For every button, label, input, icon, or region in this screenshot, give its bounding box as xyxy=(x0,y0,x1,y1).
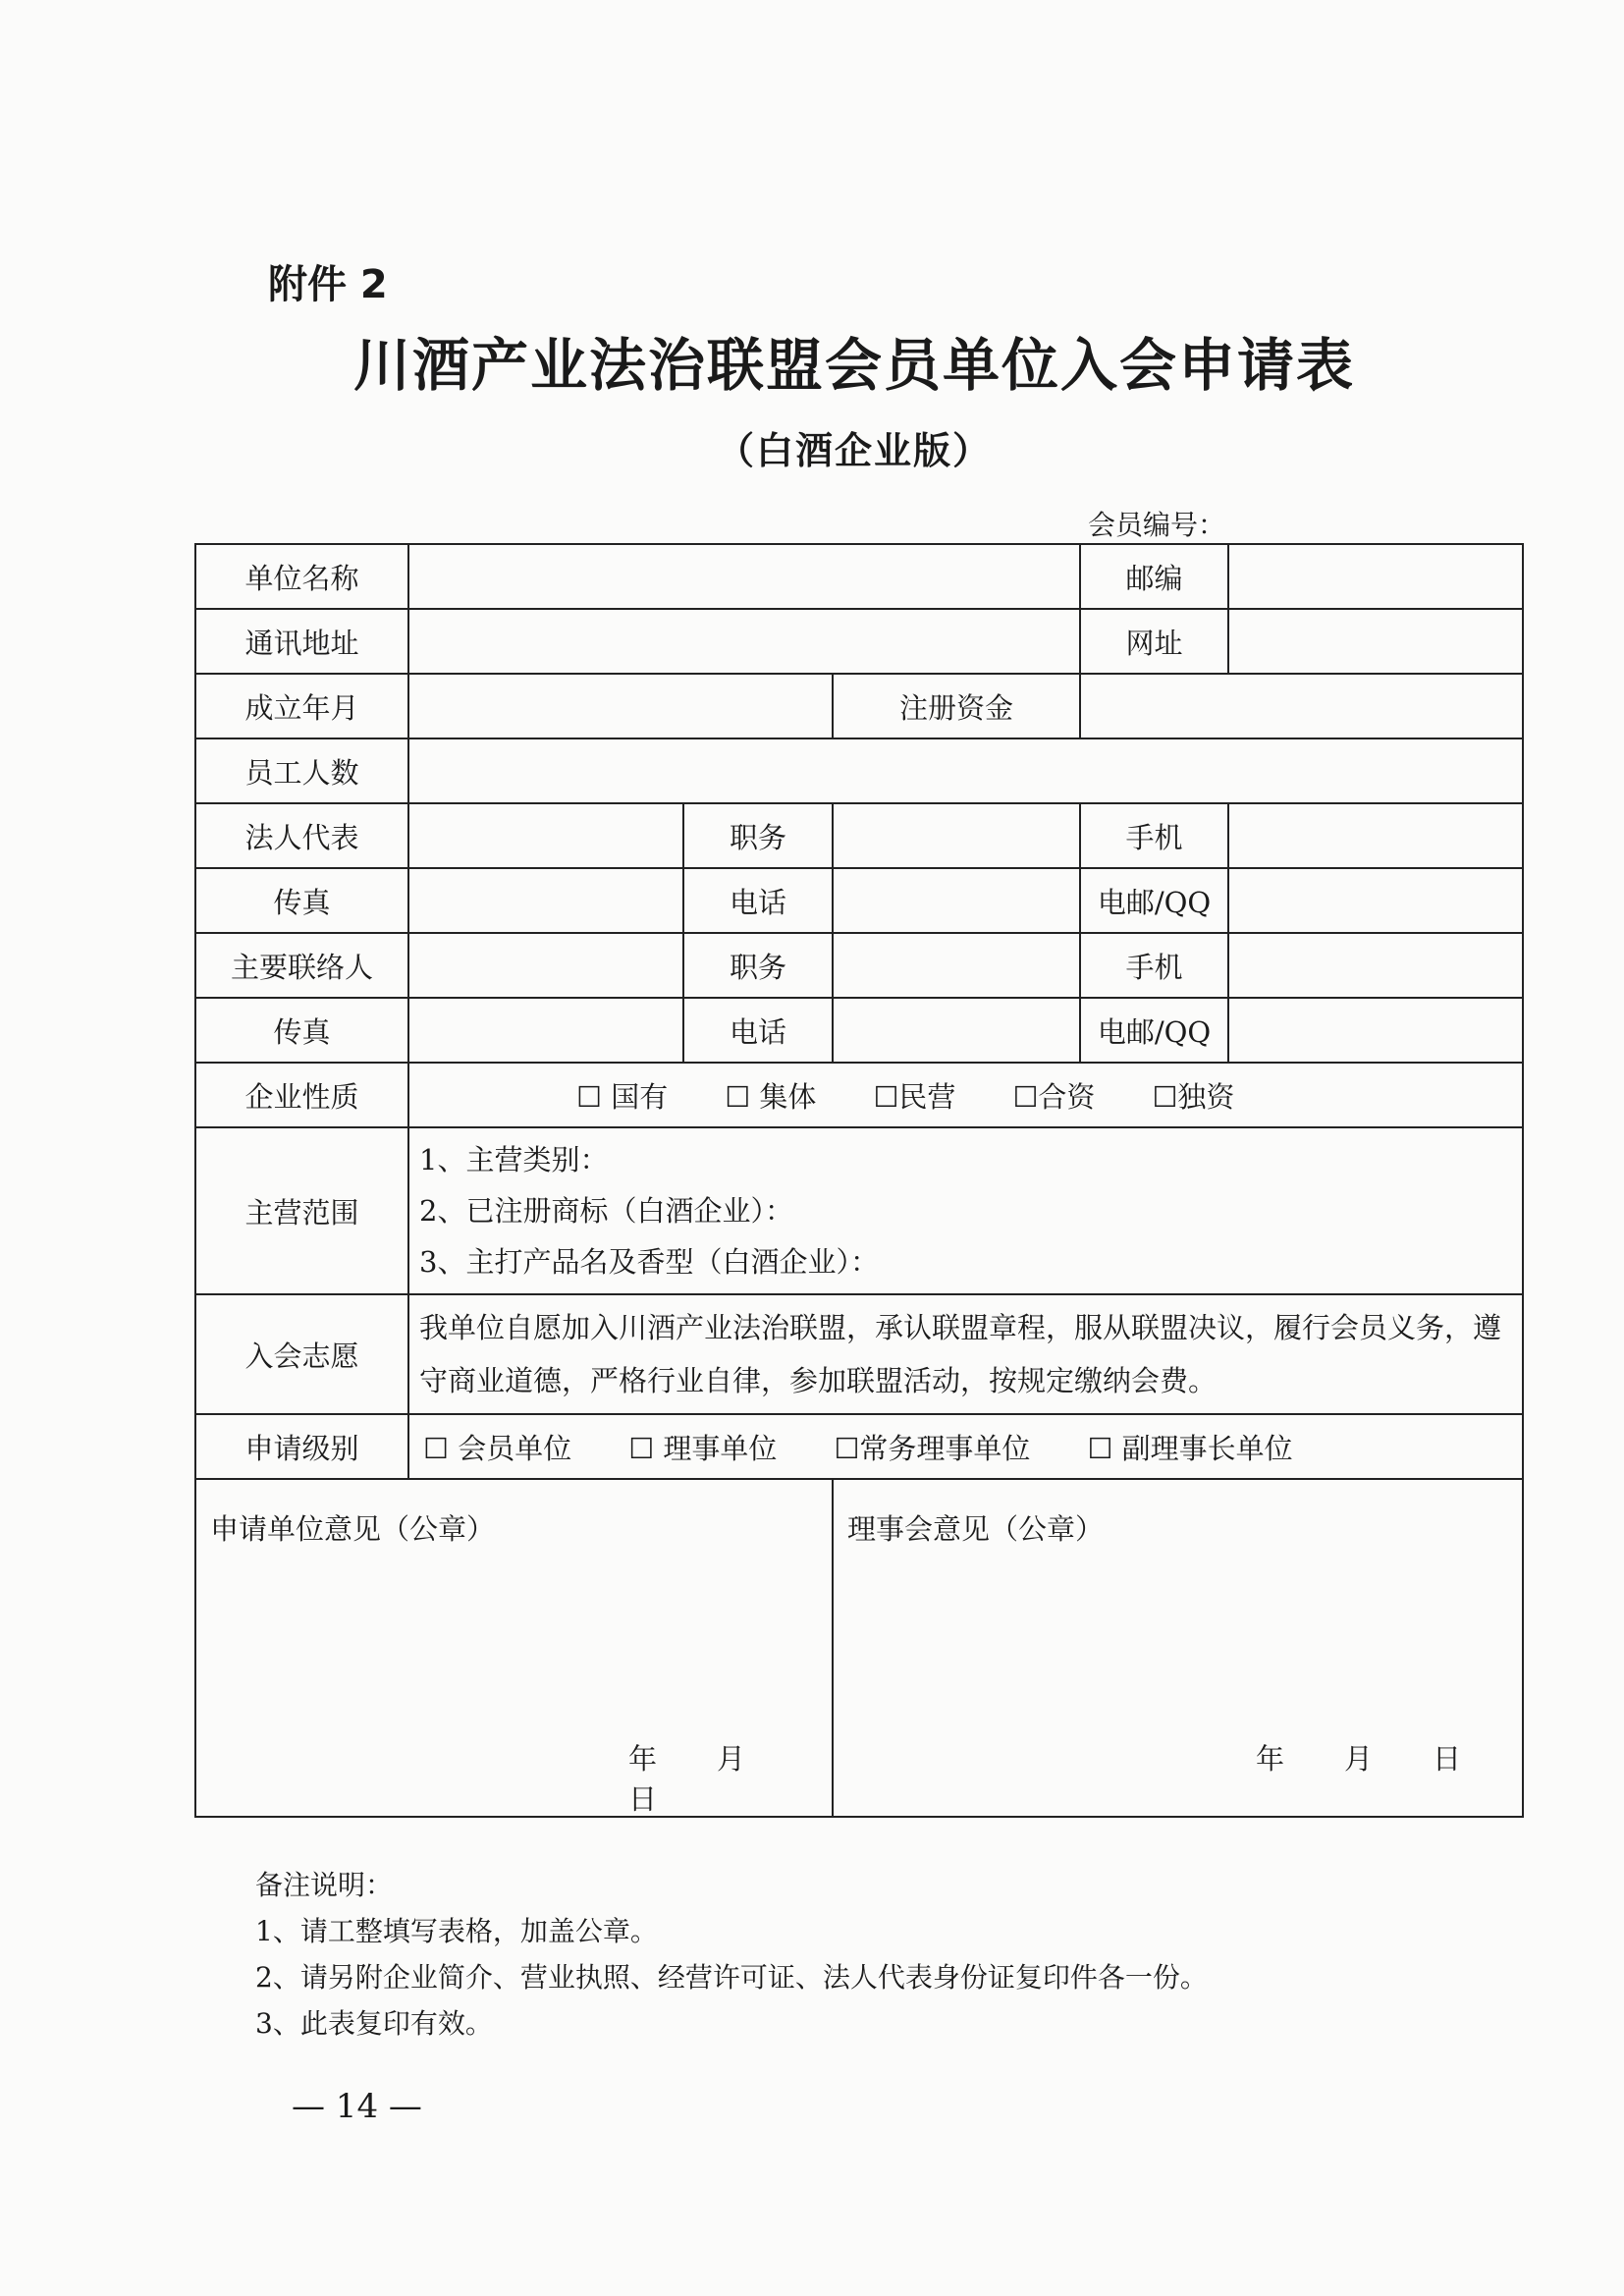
row-opinions xyxy=(195,1479,1523,1817)
label-website: 网址 xyxy=(1080,609,1228,674)
input-legal-rep[interactable] xyxy=(408,803,683,868)
scope-line-category: 1、主营类别： xyxy=(419,1143,609,1176)
input-legal-rep-mobile[interactable] xyxy=(1228,803,1523,868)
row-legal-rep xyxy=(195,803,1523,868)
row-main-contact xyxy=(195,933,1523,998)
applicant-opinion-box[interactable] xyxy=(195,1479,833,1817)
input-legal-rep-position[interactable] xyxy=(833,803,1080,868)
row-vow xyxy=(195,1294,1523,1414)
label-legal-rep-email: 电邮/QQ xyxy=(1080,868,1228,933)
label-enterprise-nature: 企业性质 xyxy=(195,1063,408,1127)
note-item: 3、此表复印有效。 xyxy=(255,2007,493,2040)
attachment-label: 附件 2 xyxy=(268,262,388,307)
row-legal-rep-fax xyxy=(195,868,1523,933)
label-legal-rep-position: 职务 xyxy=(683,803,833,868)
council-opinion-label: 理事会意见（公章） xyxy=(847,1512,1105,1546)
input-employees[interactable] xyxy=(408,738,1523,803)
date-day: 日 xyxy=(628,1782,658,1816)
label-employees: 员工人数 xyxy=(195,738,408,803)
input-legal-rep-fax[interactable] xyxy=(408,868,683,933)
page-number: — 14 — xyxy=(292,2087,422,2126)
checkbox-private[interactable]: ☐民营 xyxy=(873,1079,956,1114)
label-legal-rep: 法人代表 xyxy=(195,803,408,868)
enterprise-nature-options xyxy=(408,1063,1523,1127)
notes-title: 备注说明： xyxy=(255,1869,394,1901)
row-unit-name xyxy=(195,544,1523,609)
label-postcode: 邮编 xyxy=(1080,544,1228,609)
checkbox-sole-proprietorship[interactable]: ☐独资 xyxy=(1152,1079,1235,1114)
date-day: 日 xyxy=(1433,1742,1462,1776)
business-scope-field[interactable] xyxy=(408,1127,1523,1294)
notes-section xyxy=(255,1862,1208,2047)
date-month: 月 xyxy=(717,1742,746,1776)
council-opinion-box[interactable] xyxy=(833,1479,1523,1817)
scope-line-trademark: 2、已注册商标（白酒企业）： xyxy=(419,1194,793,1228)
note-item: 1、请工整填写表格，加盖公章。 xyxy=(255,1915,658,1947)
label-legal-rep-mobile: 手机 xyxy=(1080,803,1228,868)
application-form-table xyxy=(194,543,1524,1818)
membership-vow-text: 我单位自愿加入川酒产业法治联盟，承认联盟章程，服从联盟决议，履行会员义务，遵守商业道德，严格行业自律，参加联盟活动，按规定缴纳会费。 xyxy=(408,1294,1523,1414)
input-legal-rep-email[interactable] xyxy=(1228,868,1523,933)
input-founded[interactable] xyxy=(408,674,833,738)
label-legal-rep-fax: 传真 xyxy=(195,868,408,933)
form-title: 川酒产业法治联盟会员单位入会申请表 xyxy=(352,332,1355,399)
input-address[interactable] xyxy=(408,609,1080,674)
date-year: 年 xyxy=(628,1742,658,1776)
row-scope xyxy=(195,1127,1523,1294)
applicant-date xyxy=(628,1737,832,1818)
label-contact-fax: 传真 xyxy=(195,998,408,1063)
input-contact-fax[interactable] xyxy=(408,998,683,1063)
checkbox-vice-chairman-unit[interactable]: ☐ 副理事长单位 xyxy=(1087,1431,1293,1465)
label-contact-email: 电邮/QQ xyxy=(1080,998,1228,1063)
label-founded: 成立年月 xyxy=(195,674,408,738)
checkbox-director-unit[interactable]: ☐ 理事单位 xyxy=(628,1431,778,1465)
input-contact-position[interactable] xyxy=(833,933,1080,998)
input-website[interactable] xyxy=(1228,609,1523,674)
label-application-level: 申请级别 xyxy=(195,1414,408,1479)
checkbox-member-unit[interactable]: ☐ 会员单位 xyxy=(423,1431,572,1465)
checkbox-collective[interactable]: ☐ 集体 xyxy=(725,1079,817,1114)
label-membership-vow: 入会志愿 xyxy=(195,1294,408,1414)
checkbox-executive-director-unit[interactable]: ☐常务理事单位 xyxy=(834,1431,1031,1465)
council-date xyxy=(1256,1737,1521,1777)
member-number-label: 会员编号： xyxy=(1088,509,1226,541)
input-contact-phone[interactable] xyxy=(833,998,1080,1063)
checkbox-state-owned[interactable]: ☐ 国有 xyxy=(576,1079,669,1114)
label-address: 通讯地址 xyxy=(195,609,408,674)
input-legal-rep-phone[interactable] xyxy=(833,868,1080,933)
label-business-scope: 主营范围 xyxy=(195,1127,408,1294)
date-month: 月 xyxy=(1344,1742,1374,1776)
label-contact-mobile: 手机 xyxy=(1080,933,1228,998)
row-employees xyxy=(195,738,1523,803)
row-founded xyxy=(195,674,1523,738)
checkbox-joint-venture[interactable]: ☐合资 xyxy=(1012,1079,1096,1114)
label-unit-name: 单位名称 xyxy=(195,544,408,609)
note-item: 2、请另附企业简介、营业执照、经营许可证、法人代表身份证复印件各一份。 xyxy=(255,1961,1208,1994)
row-contact-fax xyxy=(195,998,1523,1063)
date-year: 年 xyxy=(1256,1742,1285,1776)
label-legal-rep-phone: 电话 xyxy=(683,868,833,933)
row-address xyxy=(195,609,1523,674)
input-postcode[interactable] xyxy=(1228,544,1523,609)
application-level-options xyxy=(408,1414,1523,1479)
label-contact-phone: 电话 xyxy=(683,998,833,1063)
input-capital[interactable] xyxy=(1080,674,1523,738)
label-contact-position: 职务 xyxy=(683,933,833,998)
label-capital: 注册资金 xyxy=(833,674,1080,738)
applicant-opinion-label: 申请单位意见（公章） xyxy=(210,1512,496,1546)
row-nature xyxy=(195,1063,1523,1127)
input-contact-email[interactable] xyxy=(1228,998,1523,1063)
row-level xyxy=(195,1414,1523,1479)
scope-line-product: 3、主打产品名及香型（白酒企业）： xyxy=(419,1245,879,1279)
input-main-contact[interactable] xyxy=(408,933,683,998)
label-main-contact: 主要联络人 xyxy=(195,933,408,998)
input-contact-mobile[interactable] xyxy=(1228,933,1523,998)
input-unit-name[interactable] xyxy=(408,544,1080,609)
form-subtitle: （白酒企业版） xyxy=(716,429,992,472)
